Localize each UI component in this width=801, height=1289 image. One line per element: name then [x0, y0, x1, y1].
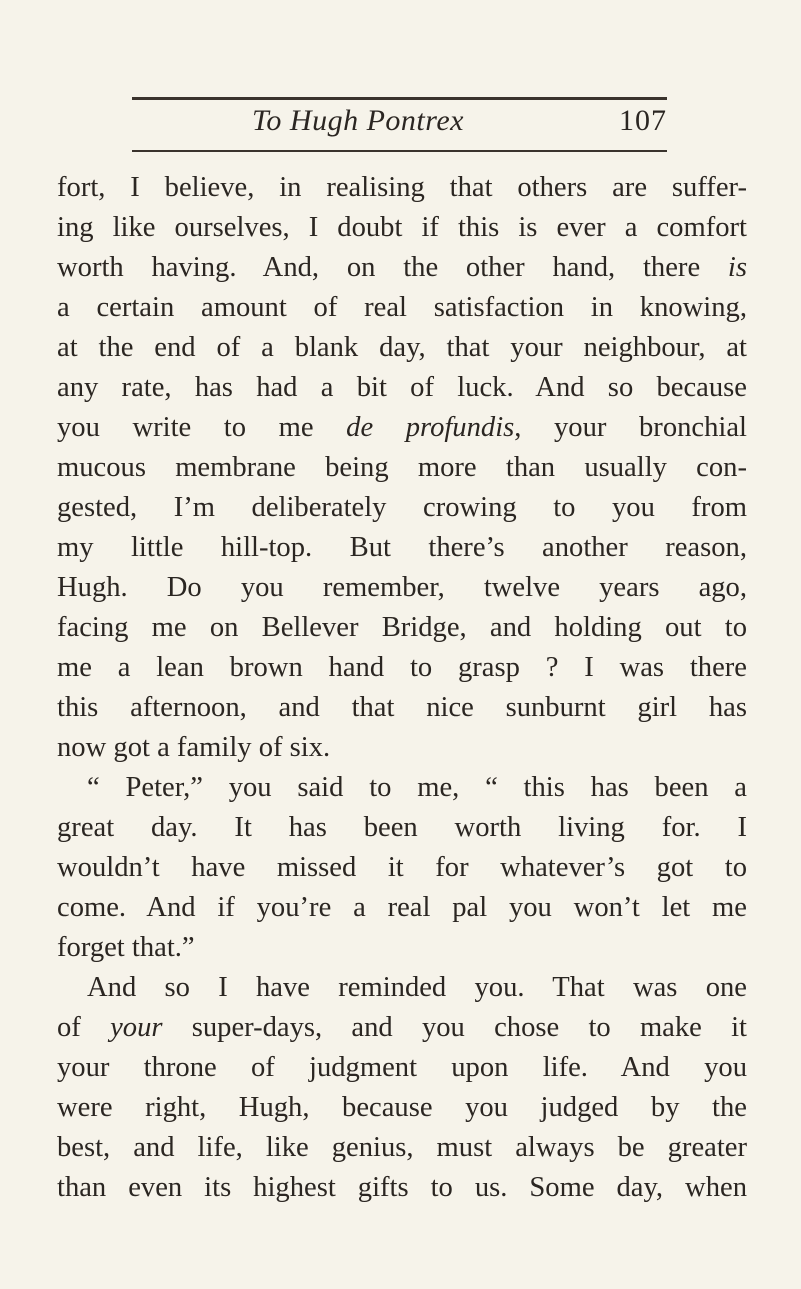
- text-line: of your super-days, and you chose to make it: [57, 1012, 747, 1043]
- text-line: And so I have reminded you. That was one: [87, 972, 747, 1003]
- text-line: mucous membrane being more than usually con-: [57, 452, 747, 483]
- body-text: [57, 168, 747, 1208]
- text-line: me a lean brown hand to grasp ? I was there: [57, 652, 747, 683]
- text-line: come. And if you’re a real pal you won’t let me: [57, 892, 747, 923]
- page-number: 107: [619, 104, 667, 137]
- text-line: “ Peter,” you said to me, “ this has been a: [87, 772, 747, 803]
- text-line: forget that.”: [57, 932, 195, 963]
- text-line: great day. It has been worth living for. I: [57, 812, 747, 843]
- text-line: wouldn’t have missed it for whatever’s got to: [57, 852, 747, 883]
- text-line: my little hill-top. But there’s another reason,: [57, 532, 747, 563]
- text-line: now got a family of six.: [57, 732, 331, 763]
- header-top-rule: [132, 97, 667, 100]
- header-bottom-rule: [132, 150, 667, 152]
- running-header: [132, 102, 667, 148]
- text-line: facing me on Bellever Bridge, and holding out to: [57, 612, 747, 643]
- text-line: a certain amount of real satisfaction in knowing,: [57, 292, 747, 323]
- text-line: at the end of a blank day, that your neighbour, at: [57, 332, 747, 363]
- text-line: Hugh. Do you remember, twelve years ago,: [57, 572, 747, 603]
- text-line: fort, I believe, in realising that others are suffer-: [57, 172, 747, 203]
- italic-word: your: [110, 1012, 163, 1043]
- text-line: any rate, has had a bit of luck. And so because: [57, 372, 747, 403]
- text-line: gested, I’m deliberately crowing to you from: [57, 492, 747, 523]
- text-line: your throne of judgment upon life. And you: [57, 1052, 747, 1083]
- italic-word: is: [700, 252, 747, 283]
- text-line: this afternoon, and that nice sunburnt girl has: [57, 692, 747, 723]
- running-title: To Hugh Pontrex: [252, 104, 464, 137]
- text-line: you write to me de profundis, your bronchial: [57, 412, 747, 443]
- text-line: worth having. And, on the other hand, there is: [57, 252, 747, 283]
- text-line: ing like ourselves, I doubt if this is ever a comfort: [57, 212, 747, 243]
- text-line: than even its highest gifts to us. Some day, when: [57, 1172, 747, 1203]
- italic-word: de profundis: [346, 412, 515, 443]
- text-line: best, and life, like genius, must always be greater: [57, 1132, 747, 1163]
- text-line: were right, Hugh, because you judged by the: [57, 1092, 747, 1123]
